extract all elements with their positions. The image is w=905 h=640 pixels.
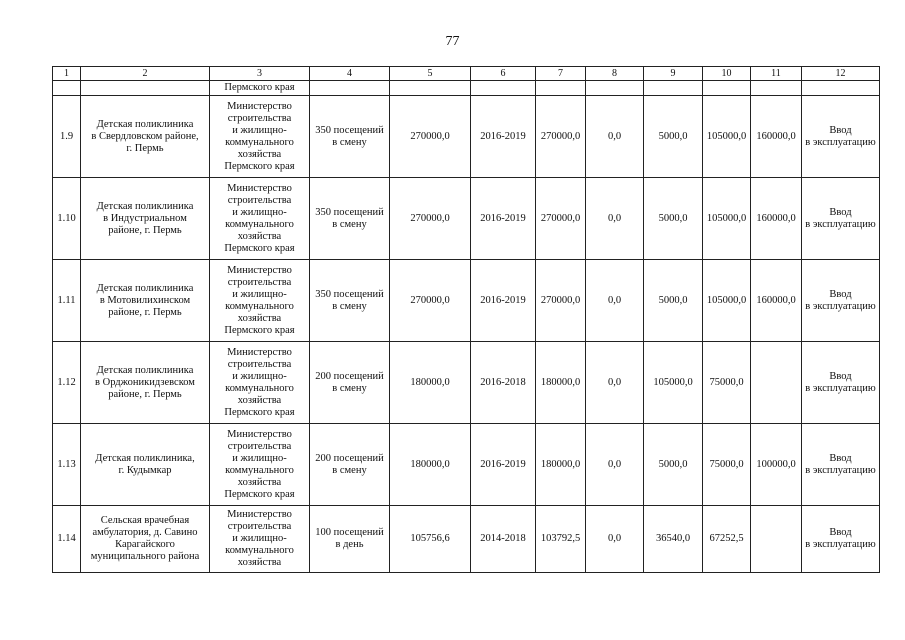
agency-cell: Пермского края — [210, 81, 310, 96]
name-line: муниципального района — [90, 551, 200, 562]
column-header: 10 — [703, 67, 751, 81]
y2017-cell: 5000,0 — [644, 96, 703, 178]
agency-line: коммунального — [225, 136, 294, 148]
capacity-line: в смену — [332, 136, 367, 148]
page-number: 77 — [445, 34, 460, 49]
column-header: 2 — [81, 67, 210, 81]
agency-line: Министерство — [227, 509, 292, 520]
table-body — [53, 67, 880, 573]
column-header: 9 — [644, 67, 703, 81]
agency-line: и жилищно- — [232, 452, 287, 464]
period-cell: 2016-2019 — [471, 96, 536, 178]
capacity-line: в смену — [332, 300, 367, 312]
cost-cell: 270000,0 — [390, 178, 471, 260]
y2018-cell: 75000,0 — [703, 342, 751, 424]
agency-line: коммунального — [225, 218, 294, 230]
period-cell: 2016-2018 — [471, 342, 536, 424]
num-cell: 1.12 — [53, 342, 81, 424]
agency-line: Министерство — [227, 264, 292, 276]
agency-line: Министерство — [227, 346, 292, 358]
capacity-line: в смену — [332, 218, 367, 230]
capacity-cell — [310, 424, 390, 506]
cost-cell: 180000,0 — [390, 424, 471, 506]
status-line: Ввод — [829, 370, 852, 382]
num-cell: 1.14 — [53, 506, 81, 573]
name-cell — [81, 260, 210, 342]
agency-line: коммунального — [225, 464, 294, 476]
total-cell: 270000,0 — [536, 96, 586, 178]
y2019-cell: 160000,0 — [751, 178, 802, 260]
name-line: в Индустриальном — [103, 212, 187, 224]
table-row — [53, 424, 880, 506]
agency-line: и жилищно- — [232, 206, 287, 218]
capacity-line: 350 посещений — [315, 206, 384, 218]
column-header: 1 — [53, 67, 81, 81]
name-line: в Мотовилихинском — [99, 294, 191, 306]
column-header: 12 — [802, 67, 880, 81]
agency-line: и жилищно- — [232, 533, 287, 544]
name-line: Карагайского — [115, 539, 175, 550]
capacity-line: 100 посещений — [315, 527, 384, 538]
name-line: г. Пермь — [126, 142, 164, 154]
y2017-cell: 5000,0 — [644, 424, 703, 506]
status-line: в эксплуатацию — [805, 300, 876, 312]
period-cell: 2016-2019 — [471, 178, 536, 260]
capacity-line: 200 посещений — [315, 452, 384, 464]
name-line: районе, г. Пермь — [108, 306, 182, 318]
status-cell — [802, 506, 880, 573]
agency-line: и жилищно- — [232, 124, 287, 136]
y2019-cell: 100000,0 — [751, 424, 802, 506]
agency-line: строительства — [227, 112, 292, 124]
agency-line: хозяйства — [237, 148, 282, 160]
agency-cell — [210, 96, 310, 178]
y2016-cell: 0,0 — [586, 260, 644, 342]
status-cell — [802, 178, 880, 260]
agency-line: строительства — [227, 440, 292, 452]
agency-line: и жилищно- — [232, 288, 287, 300]
agency-line: строительства — [227, 358, 292, 370]
name-cell — [81, 96, 210, 178]
total-cell: 180000,0 — [536, 424, 586, 506]
agency-line: строительства — [227, 521, 292, 532]
y2019-cell: 160000,0 — [751, 96, 802, 178]
agency-line: Министерство — [227, 428, 292, 440]
column-header: 11 — [751, 67, 802, 81]
status-cell — [802, 96, 880, 178]
table-row — [53, 96, 880, 178]
column-header: 5 — [390, 67, 471, 81]
y2016-cell: 0,0 — [586, 506, 644, 573]
y2017-cell: 5000,0 — [644, 178, 703, 260]
y2016-cell: 0,0 — [586, 96, 644, 178]
status-line: Ввод — [829, 452, 852, 464]
y2017-cell: 36540,0 — [644, 506, 703, 573]
column-header: 6 — [471, 67, 536, 81]
name-line: в Орджоникидзевском — [95, 376, 195, 388]
y2017-cell: 105000,0 — [644, 342, 703, 424]
num-cell: 1.10 — [53, 178, 81, 260]
name-line: Детская поликлиника, — [95, 452, 195, 464]
name-cell — [81, 342, 210, 424]
agency-line: и жилищно- — [232, 370, 287, 382]
agency-line: коммунального — [225, 382, 294, 394]
y2017-cell: 5000,0 — [644, 260, 703, 342]
y2016-cell: 0,0 — [586, 342, 644, 424]
status-cell — [802, 260, 880, 342]
agency-line: хозяйства — [237, 312, 282, 324]
agency-cell — [210, 342, 310, 424]
agency-line: коммунального — [225, 545, 294, 556]
name-line: Детская поликлиника — [96, 200, 194, 212]
agency-line: хозяйства — [237, 476, 282, 488]
name-line: Детская поликлиника — [96, 118, 194, 130]
capacity-line: в смену — [332, 464, 367, 476]
agency-line: Министерство — [227, 182, 292, 194]
status-cell — [802, 424, 880, 506]
status-cell — [802, 342, 880, 424]
y2018-cell: 75000,0 — [703, 424, 751, 506]
num-cell: 1.13 — [53, 424, 81, 506]
y2016-cell: 0,0 — [586, 424, 644, 506]
column-header: 8 — [586, 67, 644, 81]
status-line: Ввод — [829, 527, 852, 538]
agency-line: строительства — [227, 276, 292, 288]
status-line: в эксплуатацию — [805, 464, 876, 476]
y2018-cell: 67252,5 — [703, 506, 751, 573]
column-header: 7 — [536, 67, 586, 81]
table-row — [53, 342, 880, 424]
name-line: г. Кудымкар — [118, 464, 172, 476]
total-cell: 103792,5 — [536, 506, 586, 573]
capacity-line: 350 посещений — [315, 288, 384, 300]
agency-line: хозяйства — [237, 394, 282, 406]
total-cell: 270000,0 — [536, 178, 586, 260]
capacity-cell — [310, 506, 390, 573]
num-cell: 1.11 — [53, 260, 81, 342]
agency-line: Пермского края — [224, 160, 295, 172]
capacity-cell — [310, 342, 390, 424]
agency-line: строительства — [227, 194, 292, 206]
status-line: в эксплуатацию — [805, 382, 876, 394]
agency-line: хозяйства — [237, 230, 282, 242]
period-cell: 2016-2019 — [471, 424, 536, 506]
continuation-row — [53, 81, 880, 96]
num-cell: 1.9 — [53, 96, 81, 178]
agency-line: Пермского края — [224, 406, 295, 418]
name-line: районе, г. Пермь — [108, 224, 182, 236]
name-cell — [81, 506, 210, 573]
name-line: районе, г. Пермь — [108, 388, 182, 400]
agency-cell — [210, 506, 310, 573]
y2018-cell: 105000,0 — [703, 260, 751, 342]
agency-line: Пермского края — [224, 242, 295, 254]
capacity-cell — [310, 260, 390, 342]
total-cell: 270000,0 — [536, 260, 586, 342]
y2019-cell — [751, 506, 802, 573]
cost-cell: 180000,0 — [390, 342, 471, 424]
status-line: Ввод — [829, 206, 852, 218]
y2018-cell: 105000,0 — [703, 178, 751, 260]
agency-cell — [210, 178, 310, 260]
agency-line: хозяйства — [237, 557, 282, 568]
agency-cell — [210, 424, 310, 506]
capacity-line: в день — [335, 539, 364, 550]
name-cell — [81, 424, 210, 506]
status-line: в эксплуатацию — [805, 136, 876, 148]
column-header: 3 — [210, 67, 310, 81]
column-number-row — [53, 67, 880, 81]
status-line: в эксплуатацию — [805, 218, 876, 230]
agency-line: Министерство — [227, 100, 292, 112]
period-cell: 2014-2018 — [471, 506, 536, 573]
table-row — [53, 506, 880, 573]
y2019-cell — [751, 342, 802, 424]
name-line: Детская поликлиника — [96, 282, 194, 294]
name-line: в Свердловском районе, — [91, 130, 199, 142]
column-header: 4 — [310, 67, 390, 81]
capacity-cell — [310, 96, 390, 178]
agency-cell — [210, 260, 310, 342]
status-line: Ввод — [829, 288, 852, 300]
table-row — [53, 178, 880, 260]
agency-line: Пермского края — [224, 324, 295, 336]
cost-cell: 270000,0 — [390, 260, 471, 342]
y2018-cell: 105000,0 — [703, 96, 751, 178]
cost-cell: 270000,0 — [390, 96, 471, 178]
name-line: Детская поликлиника — [96, 364, 194, 376]
name-line: Сельская врачебная — [100, 515, 190, 526]
y2016-cell: 0,0 — [586, 178, 644, 260]
capacity-line: в смену — [332, 382, 367, 394]
capacity-line: 350 посещений — [315, 124, 384, 136]
status-line: в эксплуатацию — [805, 539, 876, 550]
name-cell — [81, 178, 210, 260]
investment-table — [52, 66, 880, 573]
total-cell: 180000,0 — [536, 342, 586, 424]
capacity-cell — [310, 178, 390, 260]
capacity-line: 200 посещений — [315, 370, 384, 382]
status-line: Ввод — [829, 124, 852, 136]
agency-line: коммунального — [225, 300, 294, 312]
y2019-cell: 160000,0 — [751, 260, 802, 342]
table-row — [53, 260, 880, 342]
agency-line: Пермского края — [224, 488, 295, 500]
cost-cell: 105756,6 — [390, 506, 471, 573]
period-cell: 2016-2019 — [471, 260, 536, 342]
name-line: амбулатория, д. Савино — [92, 527, 198, 538]
